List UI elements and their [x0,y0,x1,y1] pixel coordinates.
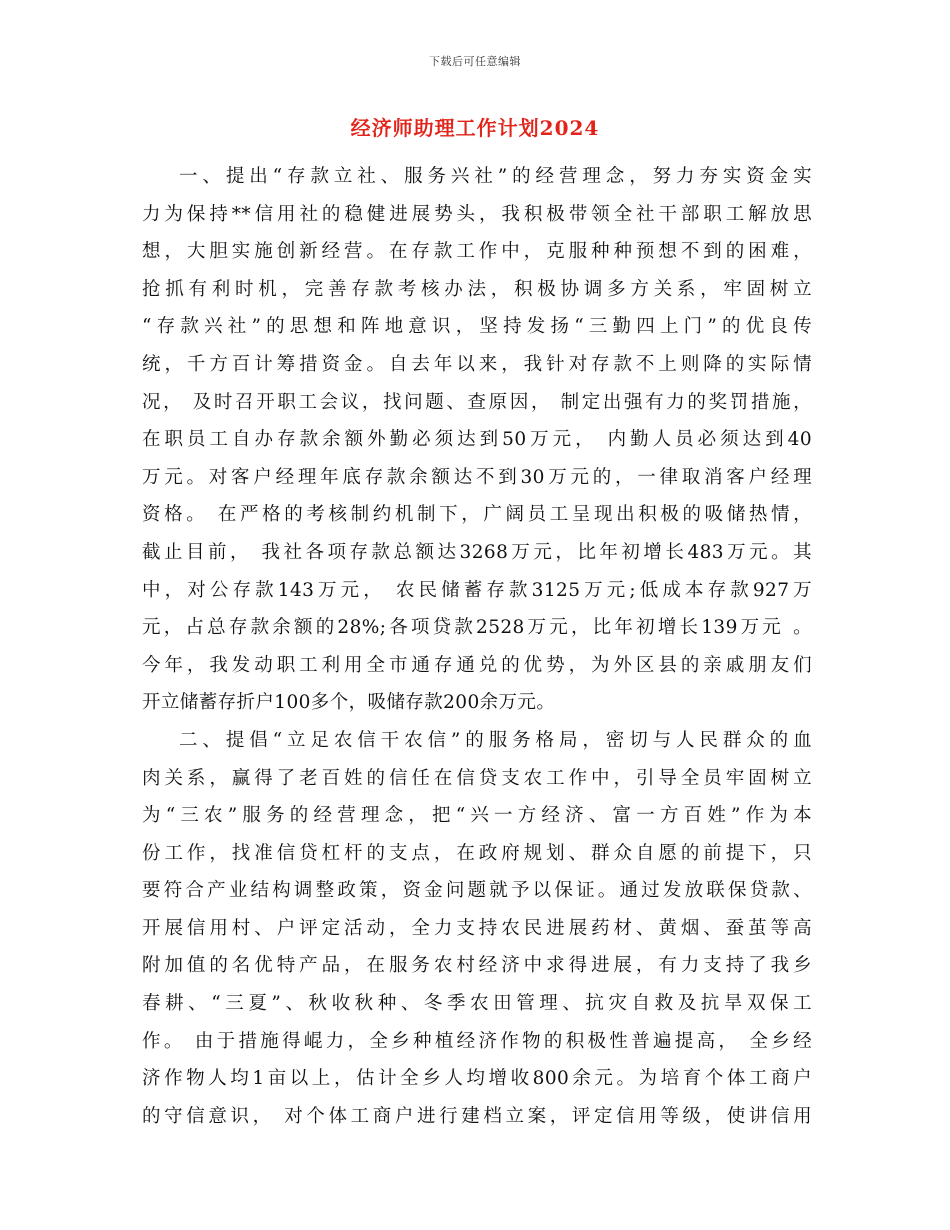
body-line: 作。 由于措施得崐力，全乡种植经济作物的积极性普遍提高， 全乡经 [142,1030,812,1052]
body-line: 开立储蓄存折户100多个，吸储存款200余万元。 [142,692,556,714]
document-title: 经济师助理工作计划2024 [350,116,600,140]
header-note: 下载后可任意编辑 [429,55,521,68]
body-line: 资格。 在严格的考核制约机制下，广阔员工呈现出积极的吸储热情， [142,504,812,526]
body-line: 的守信意识， 对个体工商户进行建档立案，评定信用等级，使讲信用 [142,1105,812,1127]
body-line: 抢抓有利时机，完善存款考核办法，积极协调多方关系，牢固树立 [142,278,812,300]
body-line: 济作物人均1亩以上，估计全乡人均增收800余元。为培育个体工商户 [142,1068,812,1090]
body-line: 要符合产业结构调整政策，资金问题就予以保证。通过发放联保贷款、 [142,880,812,902]
body-line: 一、提出“存款立社、服务兴社”的经营理念，努力夯实资金实 [179,166,812,187]
body-line: 在职员工自办存款余额外勤必须达到50万元， 内勤人员必须达到40 [142,429,812,451]
document-body [142,158,812,1135]
body-line: 份工作，找准信贷杠杆的支点，在政府规划、群众自愿的前提下，只 [142,842,812,864]
body-line: 附加值的名优特产品，在服务农村经济中求得进展，有力支持了我乡 [142,955,812,977]
body-line: 万元。对客户经理年底存款余额达不到30万元的，一律取消客户经理 [142,466,812,488]
body-line: 截止目前， 我社各项存款总额达3268万元，比年初增长483万元。其 [142,541,812,563]
body-line: 为“三农”服务的经营理念，把“兴一方经济、富一方百姓”作为本 [142,805,812,827]
body-line: 元，占总存款余额的28%;各项贷款2528万元，比年初增长139万元 。 [142,617,812,639]
body-line: 春耕、“三夏”、秋收秋种、冬季农田管理、抗灾自救及抗旱双保工 [142,993,812,1015]
body-line: 统，千方百计筹措资金。自去年以来，我针对存款不上则降的实际情 [142,353,812,375]
body-line: 肉关系，赢得了老百姓的信任在信贷支农工作中，引导全员牢固树立 [142,767,812,789]
body-line: 况， 及时召开职工会议，找问题、查原因， 制定出强有力的奖罚措施， [142,391,812,413]
body-line: 开展信用村、户评定活动，全力支持农民进展药材、黄烟、蚕茧等高 [142,917,812,939]
body-line: 今年，我发动职工利用全市通存通兑的优势，为外区县的亲戚朋友们 [142,654,812,676]
body-line: 中，对公存款143万元， 农民储蓄存款3125万元;低成本存款927万 [142,579,812,601]
body-line: “存款兴社”的思想和阵地意识，坚持发扬“三勤四上门”的优良传 [142,316,812,338]
body-line: 二、提倡“立足农信干农信”的服务格局，密切与人民群众的血 [179,729,812,751]
body-line: 想，大胆实施创新经营。在存款工作中，克服种种预想不到的困难， [142,241,812,263]
body-line: 力为保持**信用社的稳健进展势头，我积极带领全社干部职工解放思 [142,203,812,225]
